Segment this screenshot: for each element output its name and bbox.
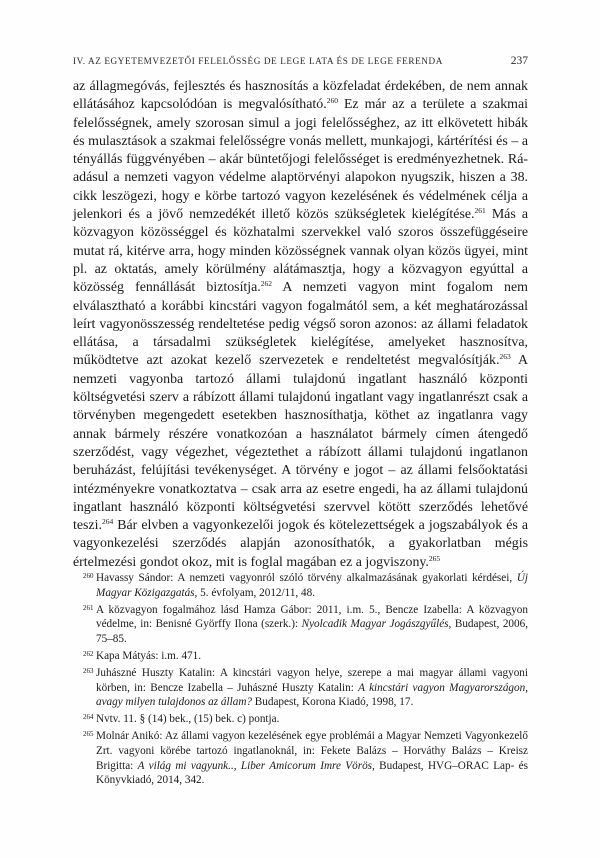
footnote-text: Budapest, HVG–ORAC Lap- és Könyvkiadó, 2014, 342. xyxy=(96,759,528,787)
footnote-italic-title: Új Magyar Közigazgatás, xyxy=(96,572,528,599)
footnote-italic-title: A kincstári vagyon Magyarországon, avagy milyen tulajdonos az állam? xyxy=(96,681,528,709)
footnote-ref-264[interactable]: 264 xyxy=(101,517,114,527)
footnote-text: 5. évfolyam, 2012/11, 48. xyxy=(197,586,315,599)
text-segment: Más a közvagyon közösséggel és közhatalmi szervekkel való szoros összefüggéseire mutat rá, kitérve arra, hogy minden közösségnek vannak olyan közös ügyei, mint pl. az oktatás, amely körülmény alátámasztja, hogy a közvagyon egyúttal a közösség fennállását biztosítja. xyxy=(73,207,528,296)
footnote-ref-263[interactable]: 263 xyxy=(499,352,511,362)
footnote-ref-261[interactable]: 261 xyxy=(474,206,486,216)
body-paragraph xyxy=(73,78,528,572)
page-number: 237 xyxy=(510,55,528,67)
footnote-264 xyxy=(85,712,528,727)
text-segment: Ez már az a területe a szakmai felelősségnek, amely szorosan simul a jogi felelősséghez, az itt elkövetett hibák és mulasztások a szakmai felelősségre vonás mellett, munkajogi, kártérítési és – a tényállás függvényében – akár büntetőjogi felelősséget is eredményezhetnek. Ráadásul a nemzeti vagyon védelme alaptörvényi alapokon nyugszik, hiszen a 38. cikk leszögezi, hogy e körbe tartozó vagyon kezelésének és védelmének célja a jelenkori és a jövő nemzedékét illető közös szükségletek kielégítése. xyxy=(73,97,528,223)
footnotes xyxy=(85,571,528,790)
footnote-number: 262 xyxy=(83,649,94,658)
footnote-263 xyxy=(85,666,528,710)
footnote-265 xyxy=(85,729,528,787)
footnote-text: Kapa Mátyás: i.m. 471. xyxy=(96,649,202,662)
footnote-text: A közvagyon fogalmához lásd Hamza Gábor: 2011, i.m. 5., Bencze Izabella: A közvagyon védelme, in: Benisné Györffy Ilona (szerk.): xyxy=(96,603,528,631)
footnote-text: Nvtv. 11. § (14) bek., (15) bek. c) pontja. xyxy=(96,713,280,726)
text-segment: Bár elvben a vagyonkezelői jogok és kötelezettségek a jogszabályok és a vagyonkezelési szerződés alapján azonosíthatók, a gyakorlatban mégis értelmezési gondot okoz, mit is foglal magában ez a jogviszony. xyxy=(73,518,528,570)
footnote-261 xyxy=(85,603,528,647)
footnote-text: Budapest, Korona Kiadó, 1998, 17. xyxy=(252,696,414,709)
footnote-ref-265[interactable]: 265 xyxy=(428,553,441,563)
text-segment: az állagmegóvás, fejlesztés és hasznosítás a közfeladat érdekében, de nem annak ellátásához kapcsolódóan is megvalósítható. xyxy=(73,79,528,113)
footnote-italic-title: Nyolcadik Magyar Jogászgyűlés, xyxy=(301,618,452,631)
footnote-number: 263 xyxy=(83,667,94,676)
footnote-text: Juhászné Huszty Katalin: A kincstári vagyon helye, szerepe a mai magyar állami vagyoni körben, in: Bencze Izabella – Juhászné Huszty Katalin: xyxy=(96,667,528,694)
footnote-ref-262[interactable]: 262 xyxy=(260,279,273,289)
footnote-italic-title: A világ mi vagyunk.., Liber Amicorum Imre Vörös, xyxy=(137,759,375,772)
footnote-260 xyxy=(85,571,528,600)
text-segment: A nemzeti vagyon mint fogalom nem elválasztható a korábbi kincstári vagyon fogalmától sem, a két meghatározással leírt vagyonösszesség rendeltetése pedig végső soron azonos: az állami feladatok ellátása, a társadalmi szükségletek kielégítése, amelyeket hasznosítva, működtetve azt azokat kezelő szervezetek e rendeltetést megvalósítják. xyxy=(73,280,528,369)
footnote-number: 260 xyxy=(83,572,94,580)
footnote-ref-260[interactable]: 260 xyxy=(326,96,338,106)
text-segment: A nemzeti vagyonba tartozó állami tulajdonú ingatlant használó központi költségvetési szerv a rábízott állami tulajdonú ingatlant vagy ingatlanrészt csak a törvényben megengedett esetekben hasznosíthatja, köthet az ingatlanra vagy annak bármely részére vonatkozóan a használatot bármely címen átengedő szerződést, vagy végezhet, végeztethet a rábízott állami tulajdonú ingatlanon beruházást, felújítási tevékenységet. A törvény e jogot – az állami felsőoktatási intézményekre vonatkoztatva – csak arra az esetre engedi, ha az állami tulajdonú ingatlant használó központi költségvetési szervvel kötött szerződés lehetővé teszi. xyxy=(73,353,528,534)
footnote-text: Molnár Anikó: Az állami vagyon kezelésének egye problémái a Magyar Nemzeti Vagyonkezelő Zrt. vagyoni körébe tartozó ingatlanoknál, in: Fekete Balázs – Horváthy Balázs – Kreisz Brigitta: xyxy=(96,730,528,772)
footnote-number: 264 xyxy=(83,713,94,722)
footnote-number: 265 xyxy=(83,730,94,739)
footnote-number: 261 xyxy=(83,603,94,612)
footnote-text: Budapest, 2006, 75–85. xyxy=(96,618,529,645)
main-text xyxy=(73,78,528,572)
chapter-running-title: IV. AZ EGYETEMVEZETŐI FELELŐSSÉG DE LEGE LATA ÉS DE LEGE FERENDA xyxy=(73,56,443,66)
footnote-text: Havassy Sándor: A nemzeti vagyonról szóló törvény alkalmazásának gyakorlati kérdései, xyxy=(96,572,517,584)
running-header xyxy=(73,56,528,70)
footnote-262 xyxy=(85,649,528,664)
